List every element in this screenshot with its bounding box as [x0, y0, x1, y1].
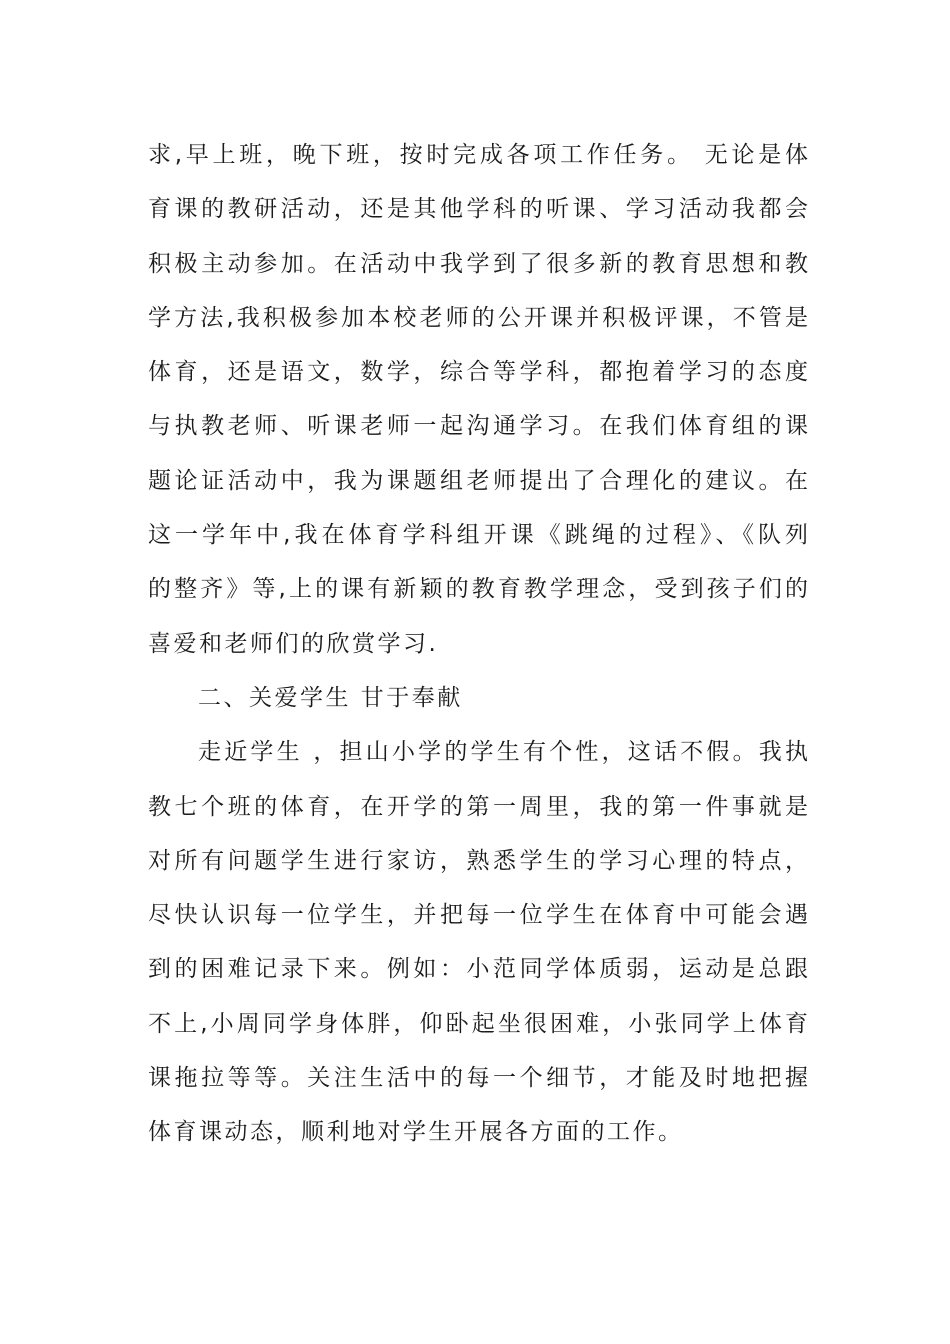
section-heading: 二、关爱学生 甘于奉献	[198, 684, 463, 711]
text-line-1: 求,早上班，晚下班，按时完成各项工作任务。 无论是体	[148, 142, 808, 168]
text-line-8: 这一学年中,我在体育学科组开课《跳绳的过程》、《队列	[148, 522, 808, 549]
text-line-10: 喜爱和老师们的欣赏学习.	[148, 630, 439, 657]
text-line-18: 课拖拉等等。关注生活中的每一个细节，才能及时地把握	[148, 1065, 808, 1092]
text-line-12: 走近学生 ，担山小学的学生有个性，这话不假。我执	[198, 739, 808, 766]
text-line-14: 对所有问题学生进行家访，熟悉学生的学习心理的特点，	[148, 847, 808, 874]
text-line-2: 育课的教研活动，还是其他学科的听课、学习活动我都会	[148, 196, 808, 223]
text-line-16: 到的困难记录下来。例如：小范同学体质弱，运动是总跟	[148, 956, 808, 983]
text-line-17: 不上,小周同学身体胖，仰卧起坐很困难，小张同学上体育	[148, 1010, 808, 1037]
text-line-4: 学方法,我积极参加本校老师的公开课并积极评课，不管是	[148, 304, 808, 331]
text-line-6: 与执教老师、听课老师一起沟通学习。在我们体育组的课	[148, 413, 808, 440]
text-line-9: 的整齐》等,上的课有新颖的教育教学理念，受到孩子们的	[148, 576, 808, 603]
text-line-13: 教七个班的体育，在开学的第一周里，我的第一件事就是	[148, 793, 808, 820]
text-line-19: 体育课动态，顺利地对学生开展各方面的工作。	[148, 1119, 684, 1146]
text-line-5: 体育，还是语文，数学，综合等学科，都抱着学习的态度	[148, 359, 808, 386]
document-body	[148, 128, 808, 1160]
text-line-15: 尽快认识每一位学生，并把每一位学生在体育中可能会遇	[148, 902, 808, 929]
text-line-7: 题论证活动中，我为课题组老师提出了合理化的建议。在	[148, 467, 808, 494]
text-line-3: 积极主动参加。在活动中我学到了很多新的教育思想和教	[148, 250, 808, 277]
